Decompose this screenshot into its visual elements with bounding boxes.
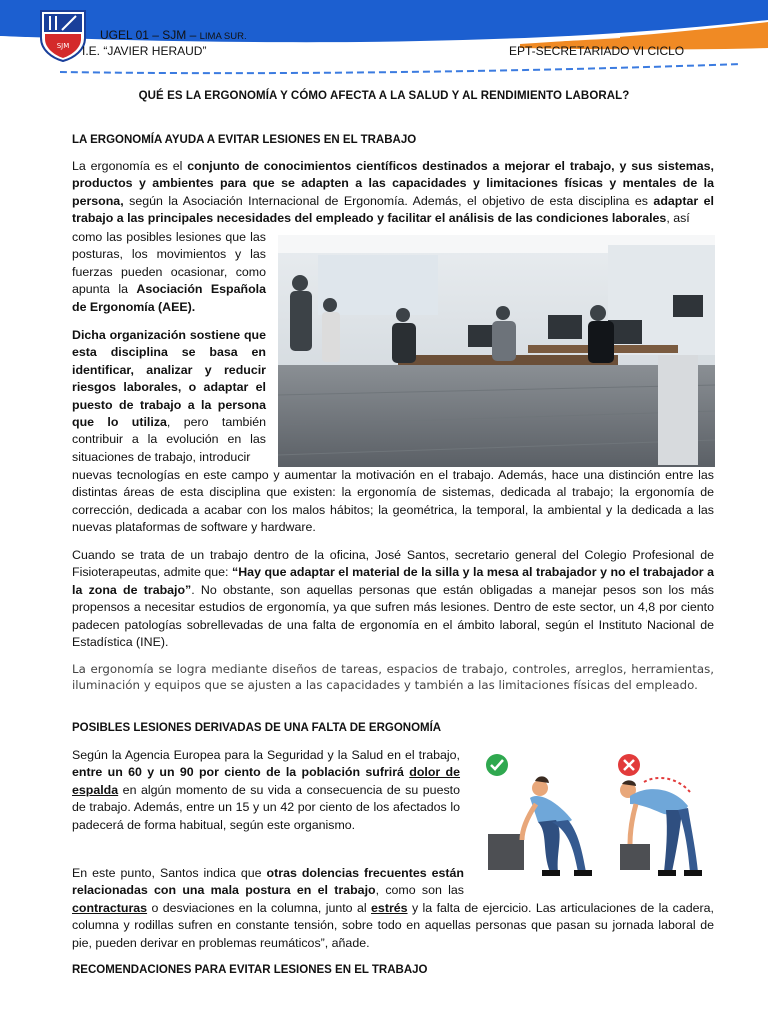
text-run-bold-underline: contracturas — [72, 900, 148, 915]
text-run-bold: Dicha organización sostiene que esta disciplina se basa en identificar, analizar y reducir riesgos laborales, o adaptar el puesto de trabajo a la persona que lo utiliza — [72, 328, 266, 430]
text-run: en algún momento de su vida a consecuencia de su puesto de trabajo. Además, entre un 15 y un 42 por ciento de los afectados lo padecerá de forma habitual, según este organismo. — [72, 782, 460, 832]
section1-heading: LA ERGONOMÍA AYUDA A EVITAR LESIONES EN EL TRABAJO — [72, 134, 417, 146]
cross-icon — [618, 754, 640, 776]
text-run: , como son las — [375, 883, 465, 898]
text-run: En este punto, Santos indica que — [72, 866, 267, 880]
text-run: y la falta de ejercicio. Las articulaciones de la cadera, columna y rodillas sufren en constante tensión, sobre todo en aquellas personas que pasan su jornada laboral de pie, pueden derivar en problemas reumáticos”, añade. — [72, 900, 714, 950]
text-run-bold: otras dolencias frecuentes están relacionadas con una mala postura en el trabajo — [72, 866, 464, 898]
section1-paragraph1 — [72, 158, 714, 228]
text-run: o desviaciones en la columna, junto al — [147, 900, 372, 915]
section1-paragraph3 — [72, 327, 266, 466]
section1-paragraph4: nuevas tecnologías en este campo y aumentar la motivación en el trabajo. Además, hace una distinción entre las distintas áreas de esta disciplina que existen: la ergonomía de sistemas, dedicada al trabajo; la ergonomía de corrección, dedicada a acabar con los malos hábitos; la geométrica, la temporal, la ambiental y la dedicada a las nuevas plataformas de software y hardware. — [72, 468, 714, 535]
program-name: EPT-SECRETARIADO VI CICLO — [509, 44, 685, 58]
text-run: según la Asociación Internacional de Ergonomía. Además, el objetivo de esta disciplina es — [123, 193, 654, 208]
text-run-bold-underline: estrés — [371, 900, 408, 915]
text-run-bold: Asociación Española de Ergonomía (AEE). — [72, 282, 266, 314]
office-photo — [278, 235, 715, 467]
text-run: La ergonomía es el — [72, 159, 188, 173]
section1-paragraph6: La ergonomía se logra mediante diseños de tareas, espacios de trabajo, controles, arreglos, herramientas, iluminación y equipos que se ajusten a las capacidades y también a las limitaciones físicas del empleado. — [72, 662, 714, 692]
section2-paragraph2 — [72, 865, 714, 952]
page-title: QUÉ ES LA ERGONOMÍA Y CÓMO AFECTA A LA SALUD Y AL RENDIMIENTO LABORAL? — [138, 90, 630, 102]
section1-paragraph2 — [72, 229, 266, 316]
ugel-line — [100, 28, 247, 42]
section3-heading: RECOMENDACIONES PARA EVITAR LESIONES EN EL TRABAJO — [72, 964, 428, 976]
logo-text: SJM — [56, 42, 70, 50]
text-run-bold: conjunto de conocimientos científicos destinados a mejorar el trabajo, y sus sistemas, productos y ambientes para que se adapten a las capacidades y limitaciones físicas y mentales de la persona, — [72, 159, 714, 208]
text-run-bold: adaptar el trabajo a las principales necesidades del empleado y facilitar el análisis de las condiciones laborales — [72, 193, 714, 226]
text-run: Según la Agencia Europea para la Seguridad y la Salud en el trabajo, — [72, 748, 460, 762]
ugel-small: LIMA SUR. — [199, 31, 247, 42]
school-name: I.E. “JAVIER HERAUD” — [82, 44, 207, 58]
text-run: Cuando se trata de un trabajo dentro de la oficina, José Santos, secretario general del Colegio Profesional de Fisioterapeutas, admite que: — [72, 548, 714, 580]
check-icon — [486, 754, 508, 776]
ugel-label: UGEL 01 – SJM – — [100, 28, 200, 42]
text-run-bold: “Hay que adaptar el material de la silla y la mesa al trabajador y no el trabajador a la zona de trabajo” — [72, 565, 715, 597]
text-run: , pero también contribuir a la evolución en las situaciones de trabajo, introducir — [72, 415, 266, 464]
text-run: como las posibles lesiones que las posturas, los movimientos y las fuerzas pueden ocasionar, como apunta la — [72, 230, 266, 297]
section2-paragraph1 — [72, 747, 460, 834]
text-run: , así — [666, 211, 690, 226]
section1-paragraph5 — [72, 547, 714, 651]
text-run-bold-underline: dolor de espalda — [72, 765, 461, 797]
text-run-bold: entre un 60 y un 90 por ciento de la población sufrirá — [72, 765, 410, 780]
text-run: . No obstante, son aquellas personas que están obligadas a manejar pesos son los más propensos a necesitar estudios de ergonomía, ya que sufren más lesiones. Dentro de este sector, un 4,8 por ciento padecen patologías sobrellevadas de una falta de ergonomía en el ámbito laboral, según el Instituto Nacional de Estadística (INE). — [72, 582, 714, 650]
section2-heading: POSIBLES LESIONES DERIVADAS DE UNA FALTA DE ERGONOMÍA — [72, 722, 442, 734]
school-logo — [38, 8, 88, 62]
header-dashed-line — [60, 62, 740, 76]
